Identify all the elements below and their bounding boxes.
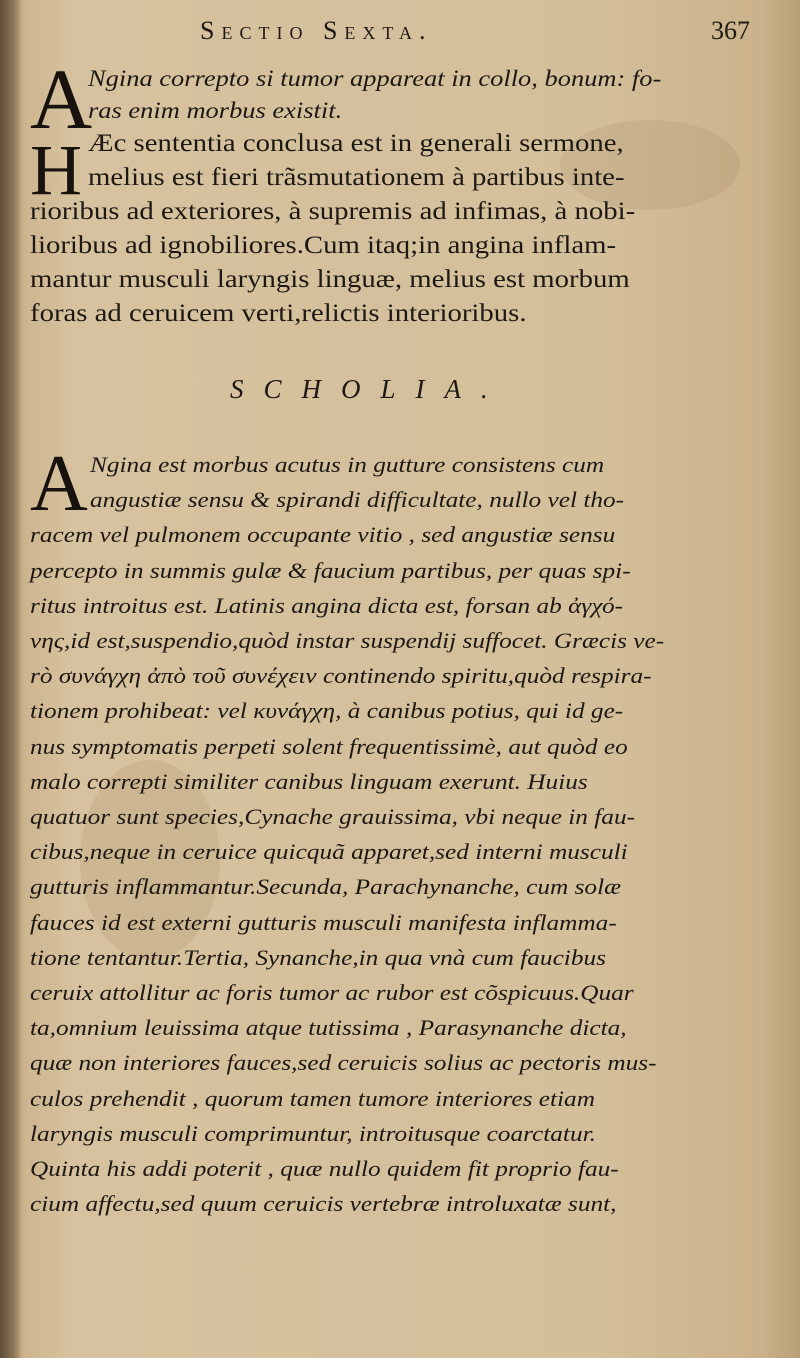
scholia-body	[30, 440, 740, 1224]
scholia-line: tionem prohibeat: vel κυνάγχη, à canibus potius, qui id ge-	[30, 698, 624, 724]
commentary	[30, 130, 740, 350]
scholia-line: νης,id est,suspendio,quòd instar suspendij suffocet. Græcis ve-	[30, 628, 665, 653]
commentary-line: Æc sententia conclusa est in generali sermone,	[88, 130, 624, 157]
commentary-line: melius est fieri trãsmutationem à partibus inte-	[88, 164, 625, 191]
scholia-line: Quinta his addi poterit , quæ nullo quidem fit proprio fau-	[30, 1156, 619, 1181]
scholia-line: quatuor sunt species,Cynache grauissima, vbi neque in fau-	[30, 804, 636, 829]
scholia-initial: A	[30, 440, 88, 528]
commentary-line: rioribus ad exteriores, à supremis ad infimas, à nobi-	[30, 198, 636, 225]
scholia-line: culos prehendit , quorum tamen tumore interiores etiam	[30, 1085, 595, 1111]
scholia-line: fauces id est externi gutturis musculi manifesta inflamma-	[30, 909, 617, 935]
scholia-line: Ngina est morbus acutus in gutture consistens cum	[90, 452, 605, 477]
commentary-line: lioribus ad ignobiliores.Cum itaq;in angina inflam-	[30, 232, 617, 259]
commentary-line: foras ad ceruicem verti,relictis interioribus.	[30, 300, 527, 327]
aphorism-line: Ngina correpto si tumor appareat in collo, bonum: fo-	[88, 66, 662, 91]
scholia-line: ceruix attollitur ac foris tumor ac rubor est cõspicuus.Quar	[30, 980, 634, 1005]
scholia-line: laryngis musculi comprimuntur, introitusque coarctatur.	[30, 1120, 596, 1146]
page-header	[190, 14, 750, 50]
commentary-initial: H	[30, 130, 82, 210]
scholia-line: racem vel pulmonem occupante vitio , sed angustiæ sensu	[30, 522, 616, 548]
commentary-line: mantur musculi laryngis linguæ, melius est morbum	[30, 266, 630, 293]
scholia-line: percepto in summis gulæ & faucium partibus, per quas spi-	[30, 557, 631, 583]
scholia-line: malo correpti similiter canibus linguam exerunt. Huius	[30, 768, 588, 794]
scholia-line: nus symptomatis perpeti solent frequentissimè, aut quòd eo	[30, 733, 628, 759]
scholia-line: gutturis inflammantur.Secunda, Parachynanche, cum solæ	[30, 874, 621, 900]
scholia-line: tione tentantur.Tertia, Synanche,in qua vnà cum faucibus	[30, 944, 606, 970]
scholia-line: angustiæ sensu & spirandi difficultate, nullo vel tho-	[90, 487, 625, 513]
scholia-line: quæ non interiores fauces,sed ceruicis solius ac pectoris mus-	[30, 1050, 657, 1076]
scholia-heading: SCHOLIA.	[230, 374, 508, 404]
scholia-line: ta,omnium leuissima atque tutissima , Parasynanche dicta,	[30, 1015, 627, 1041]
scholia-line: cibus,neque in ceruice quicquã apparet,sed interni musculi	[30, 839, 628, 865]
scholia-line: rò συνάγχη ἀπὸ τοῦ συνέχειν continendo spiritu,quòd respira-	[30, 663, 652, 689]
aphorism-initial: A	[30, 51, 93, 147]
page-number: 367	[711, 16, 750, 45]
scholia-line: ritus introitus est. Latinis angina dicta est, forsan ab ἀγχό-	[30, 592, 624, 618]
page-gutter-shadow	[0, 0, 22, 1358]
aphorism-line: ras enim morbus existit.	[88, 98, 343, 123]
scholia-line: cium affectu,sed quum ceruicis vertebræ introluxatæ sunt,	[30, 1191, 617, 1217]
running-head: Sectio Sexta.	[200, 16, 433, 45]
